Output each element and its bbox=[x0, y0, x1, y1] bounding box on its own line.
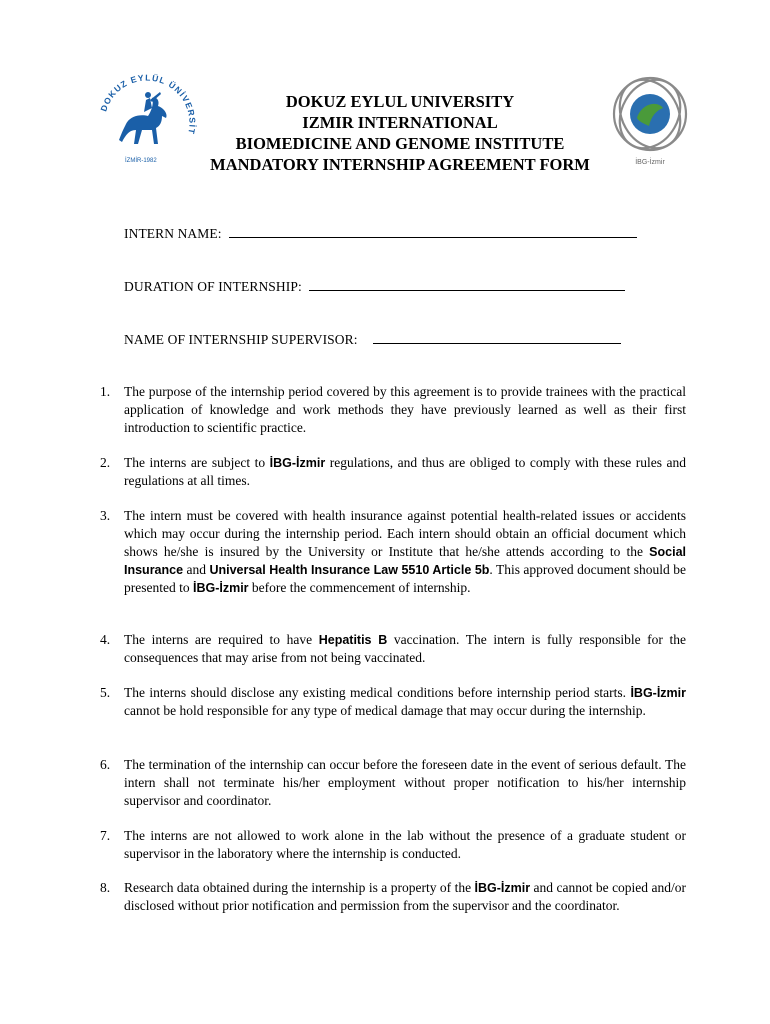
supervisor-blank[interactable] bbox=[373, 331, 621, 344]
item-number: 4. bbox=[100, 632, 111, 647]
text-run: The purpose of the internship period covered by this agreement is to provide trainees with the practical application of knowledge and work methods they have previously learned as well as their first introduction to scientific practice. bbox=[124, 384, 686, 435]
text-run: The interns should disclose any existing medical conditions before internship period starts. bbox=[124, 685, 631, 700]
item-number: 1. bbox=[100, 384, 111, 399]
item-number: 5. bbox=[100, 685, 111, 700]
bold-term: Social Insurance bbox=[124, 545, 686, 577]
title-line-2: IZMIR INTERNATIONAL bbox=[302, 113, 498, 132]
item-text bbox=[124, 684, 686, 720]
item-text bbox=[124, 631, 686, 667]
text-run: The interns are not allowed to work alone in the lab without the presence of a graduate student or supervisor in the laboratory where the internship is conducted. bbox=[124, 828, 686, 861]
bold-term: İBG-İzmir bbox=[474, 881, 531, 895]
item-text bbox=[124, 827, 686, 863]
logo-caption: İBG-İzmir bbox=[635, 159, 665, 166]
duration-field bbox=[124, 278, 625, 295]
item-text bbox=[124, 507, 686, 597]
text-run: cannot be hold responsible for any type of medical damage that may occur during the internship. bbox=[124, 703, 646, 718]
text-run: The termination of the internship can occur before the foreseen date in the event of serious default. The intern shall not terminate his/her employment without proper notification to his/her internship supervisor and coordinator. bbox=[124, 757, 686, 808]
bold-term: İBG-İzmir bbox=[192, 581, 249, 595]
bold-term: İBG-İzmir bbox=[630, 686, 686, 700]
horse-rider-icon bbox=[119, 92, 167, 144]
item-text bbox=[124, 879, 686, 915]
text-run: vaccination. The intern is fully responsible for the consequences that may arise from not being vaccinated. bbox=[124, 632, 687, 665]
text-run: and bbox=[183, 562, 210, 577]
duration-blank[interactable] bbox=[309, 278, 625, 291]
text-run: before the commencement of internship. bbox=[248, 580, 471, 595]
intern-name-label: INTERN NAME: bbox=[124, 226, 222, 241]
logo-arc-text: DOKUZ EYLÜL ÜNİVERSİT bbox=[98, 72, 198, 136]
item-number: 2. bbox=[100, 455, 111, 470]
item-number: 8. bbox=[100, 880, 111, 895]
text-run: The interns are subject to bbox=[124, 455, 270, 470]
title-line-4: MANDATORY INTERNSHIP AGREEMENT FORM bbox=[210, 155, 590, 174]
title-line-3: BIOMEDICINE AND GENOME INSTITUTE bbox=[235, 134, 565, 153]
bold-term: Universal Health Insurance Law 5510 Article 5b bbox=[209, 563, 490, 577]
text-run: . This approved document should be presented to bbox=[124, 562, 686, 595]
ibg-izmir-logo bbox=[605, 74, 695, 168]
item-text bbox=[124, 756, 686, 810]
item-number: 6. bbox=[100, 757, 111, 772]
text-run: regulations, and thus are obliged to comply with these rules and regulations at all times. bbox=[124, 455, 687, 488]
supervisor-label: NAME OF INTERNSHIP SUPERVISOR: bbox=[124, 332, 358, 347]
intern-name-field bbox=[124, 225, 637, 242]
item-number: 7. bbox=[100, 828, 111, 843]
item-text bbox=[124, 383, 686, 437]
text-run: The intern must be covered with health insurance against potential health-related issues or accidents which may occur during the internship period. Each intern should obtain an official document which shows he/she is insured by the University or Institute that he/she attends according to the bbox=[124, 508, 686, 559]
supervisor-field bbox=[124, 331, 621, 348]
item-number: 3. bbox=[100, 508, 111, 523]
text-run: Research data obtained during the internship is a property of the bbox=[124, 880, 475, 895]
title-line-1: DOKUZ EYLUL UNIVERSITY bbox=[285, 92, 515, 111]
duration-label: DURATION OF INTERNSHIP: bbox=[124, 279, 302, 294]
intern-name-blank[interactable] bbox=[229, 225, 637, 238]
form-title bbox=[190, 91, 610, 175]
logo-year-text: İZMİR-1982 bbox=[125, 158, 157, 164]
item-text bbox=[124, 454, 686, 490]
text-run: and cannot be copied and/or disclosed without prior notification and permission from the supervisor and the coordinator. bbox=[124, 880, 686, 913]
dokuz-eylul-university-logo bbox=[92, 72, 200, 172]
text-run: The interns are required to have bbox=[124, 632, 319, 647]
bold-term: Hepatitis B bbox=[318, 633, 388, 647]
bold-term: İBG-İzmir bbox=[269, 456, 326, 470]
